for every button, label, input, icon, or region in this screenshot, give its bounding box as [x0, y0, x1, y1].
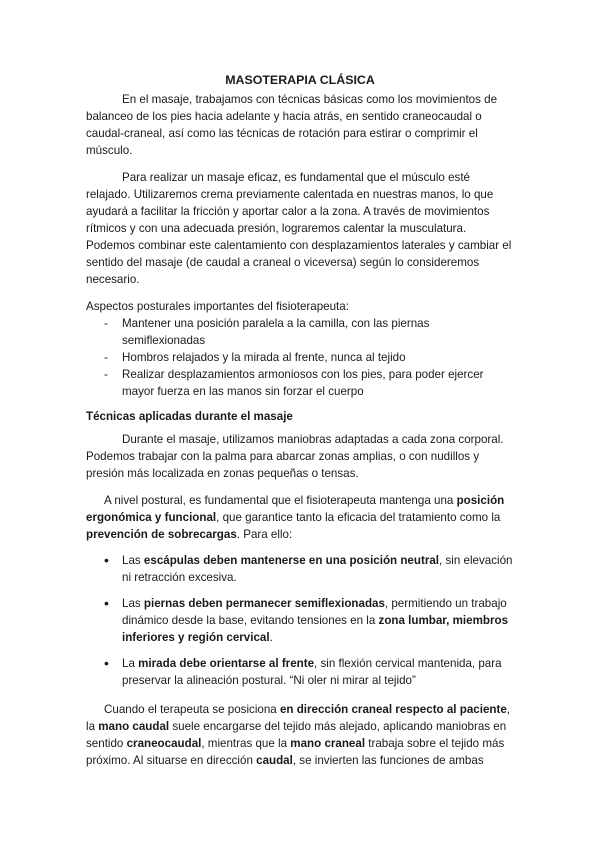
postural-aspects-heading: Aspectos posturales importantes del fisioterapeuta: — [86, 300, 349, 313]
list-item: - Mantener una posición paralela a la camilla, con las piernas semiflexionadas — [104, 317, 430, 347]
paragraph-posture: A nivel postural, es fundamental que el fisioterapeuta mantenga una posición ergonómica y funcional, que garantice tanto la eficacia del tratamiento como la prevención de sobrecargas. Para ello: — [86, 494, 505, 541]
postural-aspects-list — [86, 315, 514, 400]
paragraph-intro: En el masaje, trabajamos con técnicas básicas como los movimientos de balanceo de los pies hacia adelante y hacia atrás, en sentido craneocaudal o caudal-craneal, así como las técnicas de rotación para estirar o comprimir el músculo. — [86, 93, 498, 157]
dot-bullet: • — [104, 655, 109, 671]
paragraph-warmup: Para realizar un masaje eficaz, es fundamental que el músculo esté relajado. Utilizaremos crema previamente calentada en nuestras manos, lo que ayudará a facilitar la fricción y aportar calor a la zona. A través de movimientos rítmicos y con una adecuada presión, lograremos calentar la musculatura. Podemos combinar este calentamiento con desplazamientos laterales y cambiar el sentido del masaje (de caudal a craneal o viceversa) según lo consideremos necesario. — [86, 171, 512, 286]
list-item: • Las piernas deben permanecer semiflexionadas, permitiendo un trabajo dinámico desde la base, evitando tensiones en la zona lumbar, miembros inferiores y región cervical. — [104, 595, 509, 644]
paragraph-therapist-direction: Cuando el terapeuta se posiciona en dirección craneal respecto al paciente, la mano caudal suele encargarse del tejido más alejado, aplicando maniobras en sentido craneocaudal, mientras que la mano craneal trabaja sobre el tejido más próximo. Al situarse en dirección caudal, se invierten las funciones de ambas — [86, 703, 511, 767]
dot-bullet: • — [104, 552, 109, 568]
dot-bullet: • — [104, 595, 109, 611]
list-item: - Realizar desplazamientos armoniosos con los pies, para poder ejercer mayor fuerza en las manos sin forzar el cuerpo — [104, 368, 484, 398]
section-heading-techniques: Técnicas aplicadas durante el masaje — [86, 410, 293, 423]
paragraph-techniques: Durante el masaje, utilizamos maniobras adaptadas a cada zona corporal. Podemos trabajar con la palma para abarcar zonas amplias, o con nudillos y presión más localizada en zonas pequeñas o tensas. — [86, 433, 504, 480]
dash-bullet: - — [104, 368, 108, 381]
list-item: - Hombros relajados y la mirada al frente, nunca al tejido — [104, 351, 406, 364]
document-title: MASOTERAPIA CLÁSICA — [225, 73, 375, 87]
list-item: • Las escápulas deben mantenerse en una posición neutral, sin elevación ni retracción excesiva. — [104, 552, 513, 584]
posture-bullet-list — [86, 552, 514, 689]
dash-bullet: - — [104, 317, 108, 330]
dash-bullet: - — [104, 351, 108, 364]
list-item: • La mirada debe orientarse al frente, sin flexión cervical mantenida, para preservar la alineación postural. “Ni oler ni mirar al tejido” — [104, 655, 502, 687]
